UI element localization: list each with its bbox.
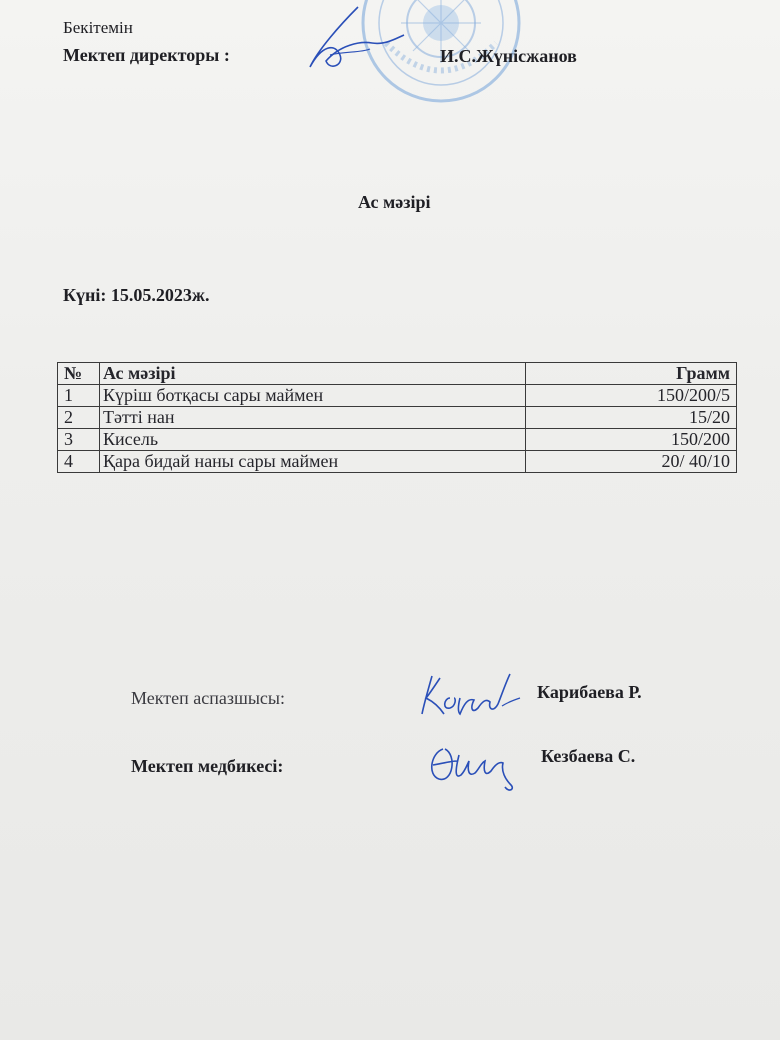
row-gram: 20/ 40/10	[526, 451, 737, 473]
table-row	[58, 385, 737, 407]
nurse-signature	[425, 735, 525, 795]
row-dish: Қара бидай наны сары маймен	[100, 451, 526, 473]
row-gram: 150/200	[526, 429, 737, 451]
document-title: Ас мәзірі	[358, 192, 431, 212]
director-signature	[300, 5, 410, 80]
row-number: 1	[58, 385, 100, 407]
cook-role: Мектеп аспазшысы:	[131, 688, 286, 708]
menu-table	[57, 362, 737, 473]
row-dish: Тәтті нан	[100, 407, 526, 429]
header-dish: Ас мәзірі	[100, 363, 526, 385]
table-header-row	[58, 363, 737, 385]
row-number: 4	[58, 451, 100, 473]
row-number: 2	[58, 407, 100, 429]
header-gram: Грамм	[526, 363, 737, 385]
director-name: И.С.Жүнісжанов	[440, 46, 577, 66]
table-row	[58, 429, 737, 451]
approve-label: Бекітемін	[63, 18, 133, 37]
row-gram: 150/200/5	[526, 385, 737, 407]
nurse-role: Мектеп медбикесі:	[131, 756, 284, 776]
table-row	[58, 407, 737, 429]
row-dish: Күріш ботқасы сары маймен	[100, 385, 526, 407]
row-number: 3	[58, 429, 100, 451]
director-role: Мектеп директоры :	[63, 45, 230, 65]
header-number: №	[58, 363, 100, 385]
date-line: Күні: 15.05.2023ж.	[63, 285, 210, 305]
cook-signature	[410, 668, 525, 723]
table-row	[58, 451, 737, 473]
row-gram: 15/20	[526, 407, 737, 429]
cook-name: Карибаева Р.	[537, 682, 642, 702]
row-dish: Кисель	[100, 429, 526, 451]
nurse-name: Кезбаева С.	[541, 746, 636, 766]
